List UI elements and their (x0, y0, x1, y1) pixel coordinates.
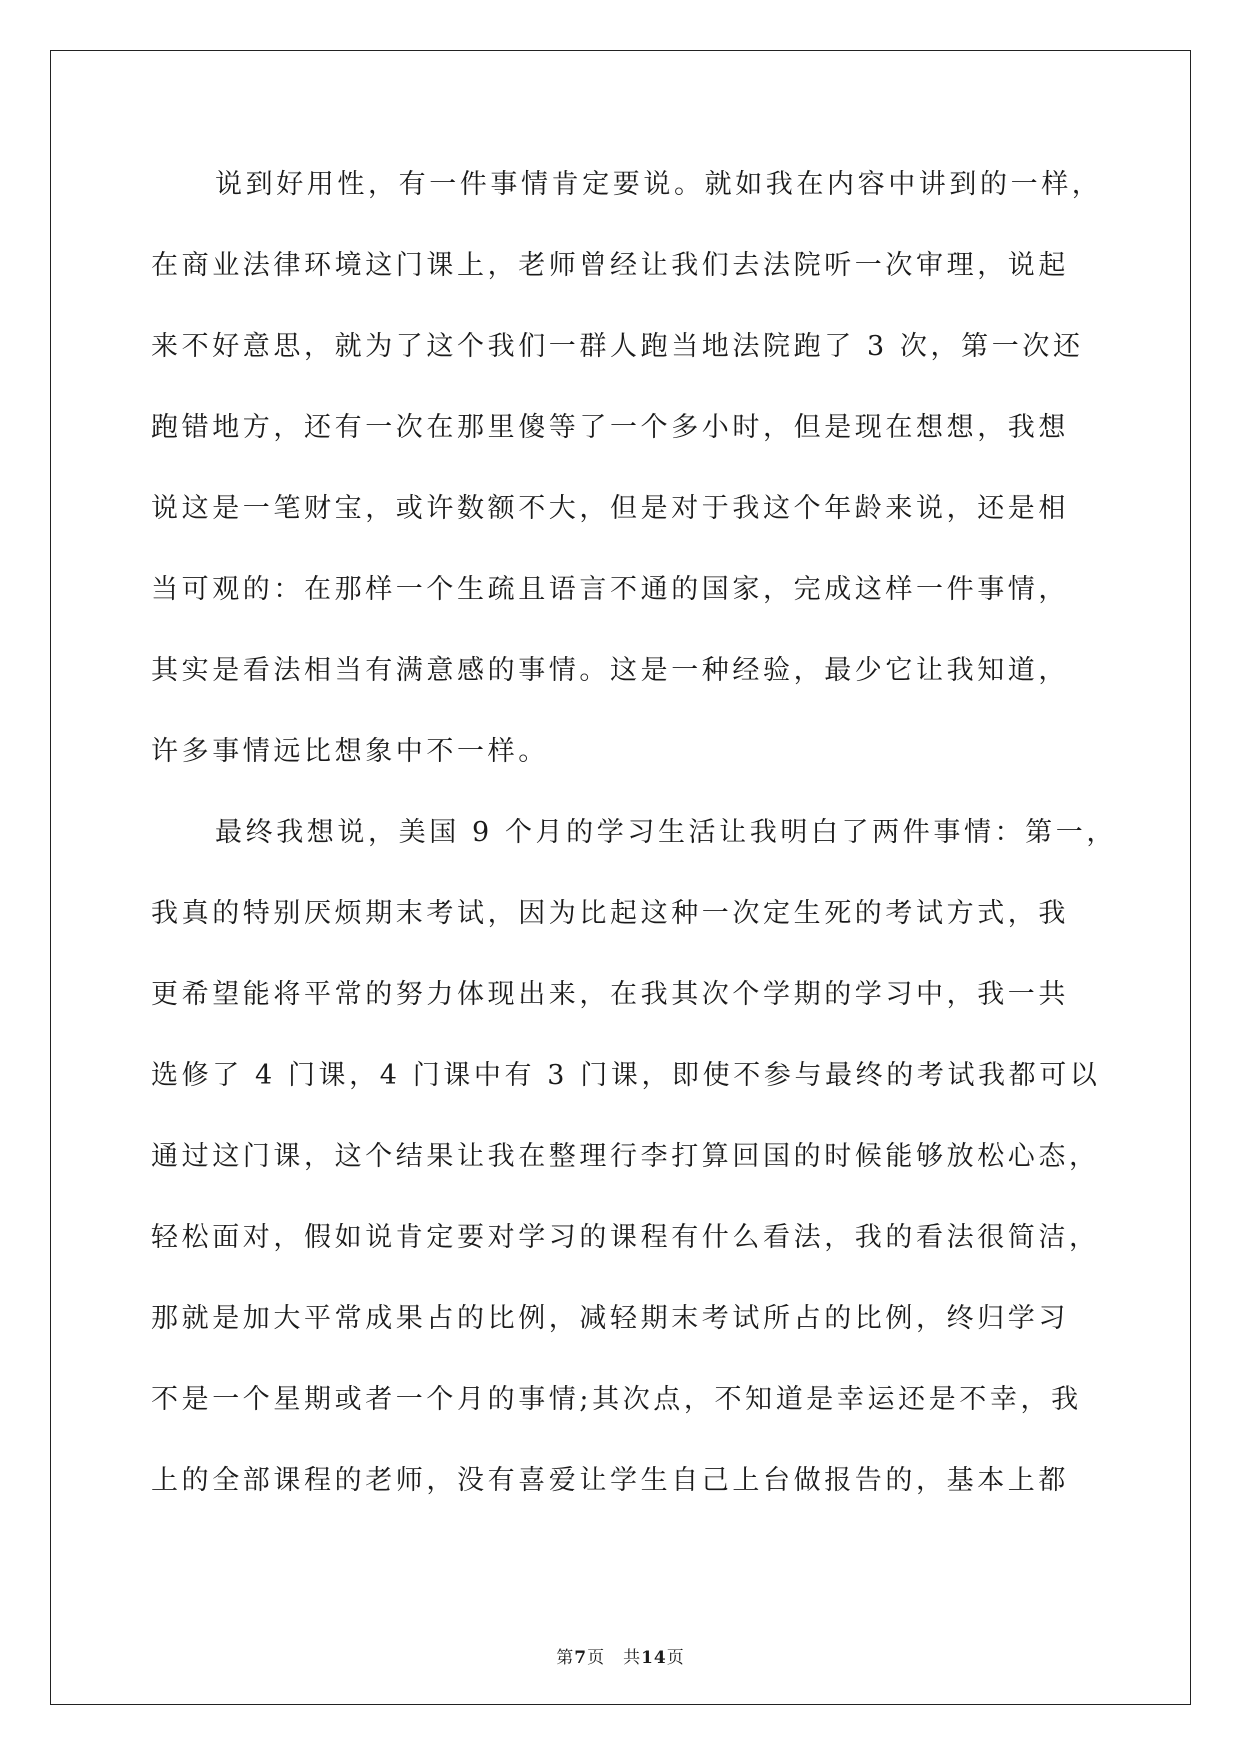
page-footer (0, 1643, 1241, 1668)
paragraph-1 (151, 160, 1103, 808)
text-line: 说这是一笔财宝，或许数额不大，但是对于我这个年龄来说，还是相 (151, 493, 1069, 524)
text-line: 轻松面对，假如说肯定要对学习的课程有什么看法，我的看法很简洁， (151, 1222, 1100, 1253)
text-line: 上的全部课程的老师，没有喜爱让学生自己上台做报告的，基本上都 (151, 1465, 1069, 1496)
footer-total-suffix: 页 (666, 1648, 685, 1668)
text-line: 最终我想说，美国 9 个月的学习生活让我明白了两件事情：第一， (215, 817, 1117, 848)
page-total: 14 (641, 1648, 667, 1668)
page-number: 7 (574, 1648, 588, 1668)
text-line: 跑错地方，还有一次在那里傻等了一个多小时，但是现在想想，我想 (151, 412, 1069, 443)
text-line: 其实是看法相当有满意感的事情。这是一种经验，最少它让我知道， (151, 655, 1069, 686)
text-line: 许多事情远比想象中不一样。 (151, 736, 549, 767)
text-line: 在商业法律环境这门课上，老师曾经让我们去法院听一次审理，说起 (151, 250, 1069, 281)
text-line: 更希望能将平常的努力体现出来，在我其次个学期的学习中，我一共 (151, 979, 1069, 1010)
paragraph-2 (151, 808, 1117, 1537)
text-line: 说到好用性，有一件事情肯定要说。就如我在内容中讲到的一样， (215, 169, 1103, 200)
document-body (151, 160, 1117, 1537)
text-line: 不是一个星期或者一个月的事情;其次点，不知道是幸运还是不幸，我 (151, 1384, 1082, 1415)
footer-total-prefix: 共 (623, 1648, 642, 1668)
text-line: 通过这门课，这个结果让我在整理行李打算回国的时候能够放松心态， (151, 1141, 1100, 1172)
text-line: 来不好意思，就为了这个我们一群人跑当地法院跑了 3 次，第一次还 (151, 331, 1084, 362)
text-line: 当可观的：在那样一个生疏且语言不通的国家，完成这样一件事情， (151, 574, 1069, 605)
text-line: 我真的特别厌烦期末考试，因为比起这种一次定生死的考试方式，我 (151, 898, 1069, 929)
footer-prefix: 第 (556, 1648, 575, 1668)
footer-page-suffix: 页 (587, 1648, 606, 1668)
text-line: 选修了 4 门课，4 门课中有 3 门课，即使不参与最终的考试我都可以 (151, 1060, 1101, 1091)
text-line: 那就是加大平常成果占的比例，减轻期末考试所占的比例，终归学习 (151, 1303, 1069, 1334)
